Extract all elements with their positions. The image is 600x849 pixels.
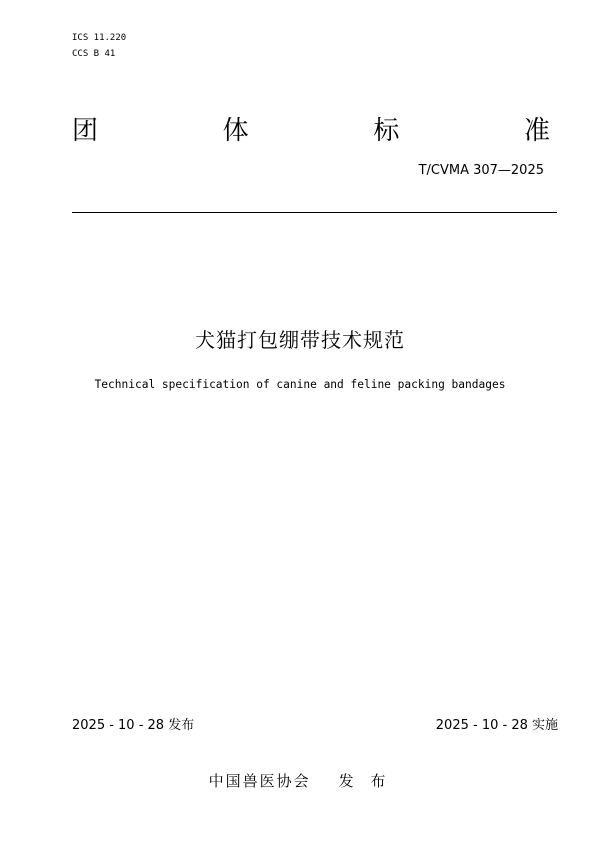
document-title-chinese: 犬猫打包绷带技术规范 — [195, 328, 405, 352]
standard-type-char-1: 团 — [72, 116, 99, 146]
ccs-code: CCS B 41 — [72, 49, 116, 59]
standard-type-char-3: 标 — [373, 116, 400, 146]
header-divider — [72, 212, 557, 213]
issue-date: 2025 - 10 - 28 发布 — [72, 718, 195, 733]
document-title-english: Technical specification of canine and feline packing bandages — [94, 378, 506, 391]
ics-code: ICS 11.220 — [72, 33, 127, 43]
publisher-line — [0, 771, 600, 791]
standard-type-char-2: 体 — [222, 116, 249, 146]
standard-type-heading — [72, 114, 550, 148]
publisher-action: 发 布 — [338, 772, 392, 790]
effective-date: 2025 - 10 - 28 实施 — [435, 718, 558, 733]
publisher-name: 中国兽医协会 — [208, 772, 311, 790]
classification-codes — [72, 30, 126, 62]
standard-number: T/CVMA 307—2025 — [418, 163, 544, 178]
standard-type-char-4: 准 — [523, 116, 550, 146]
